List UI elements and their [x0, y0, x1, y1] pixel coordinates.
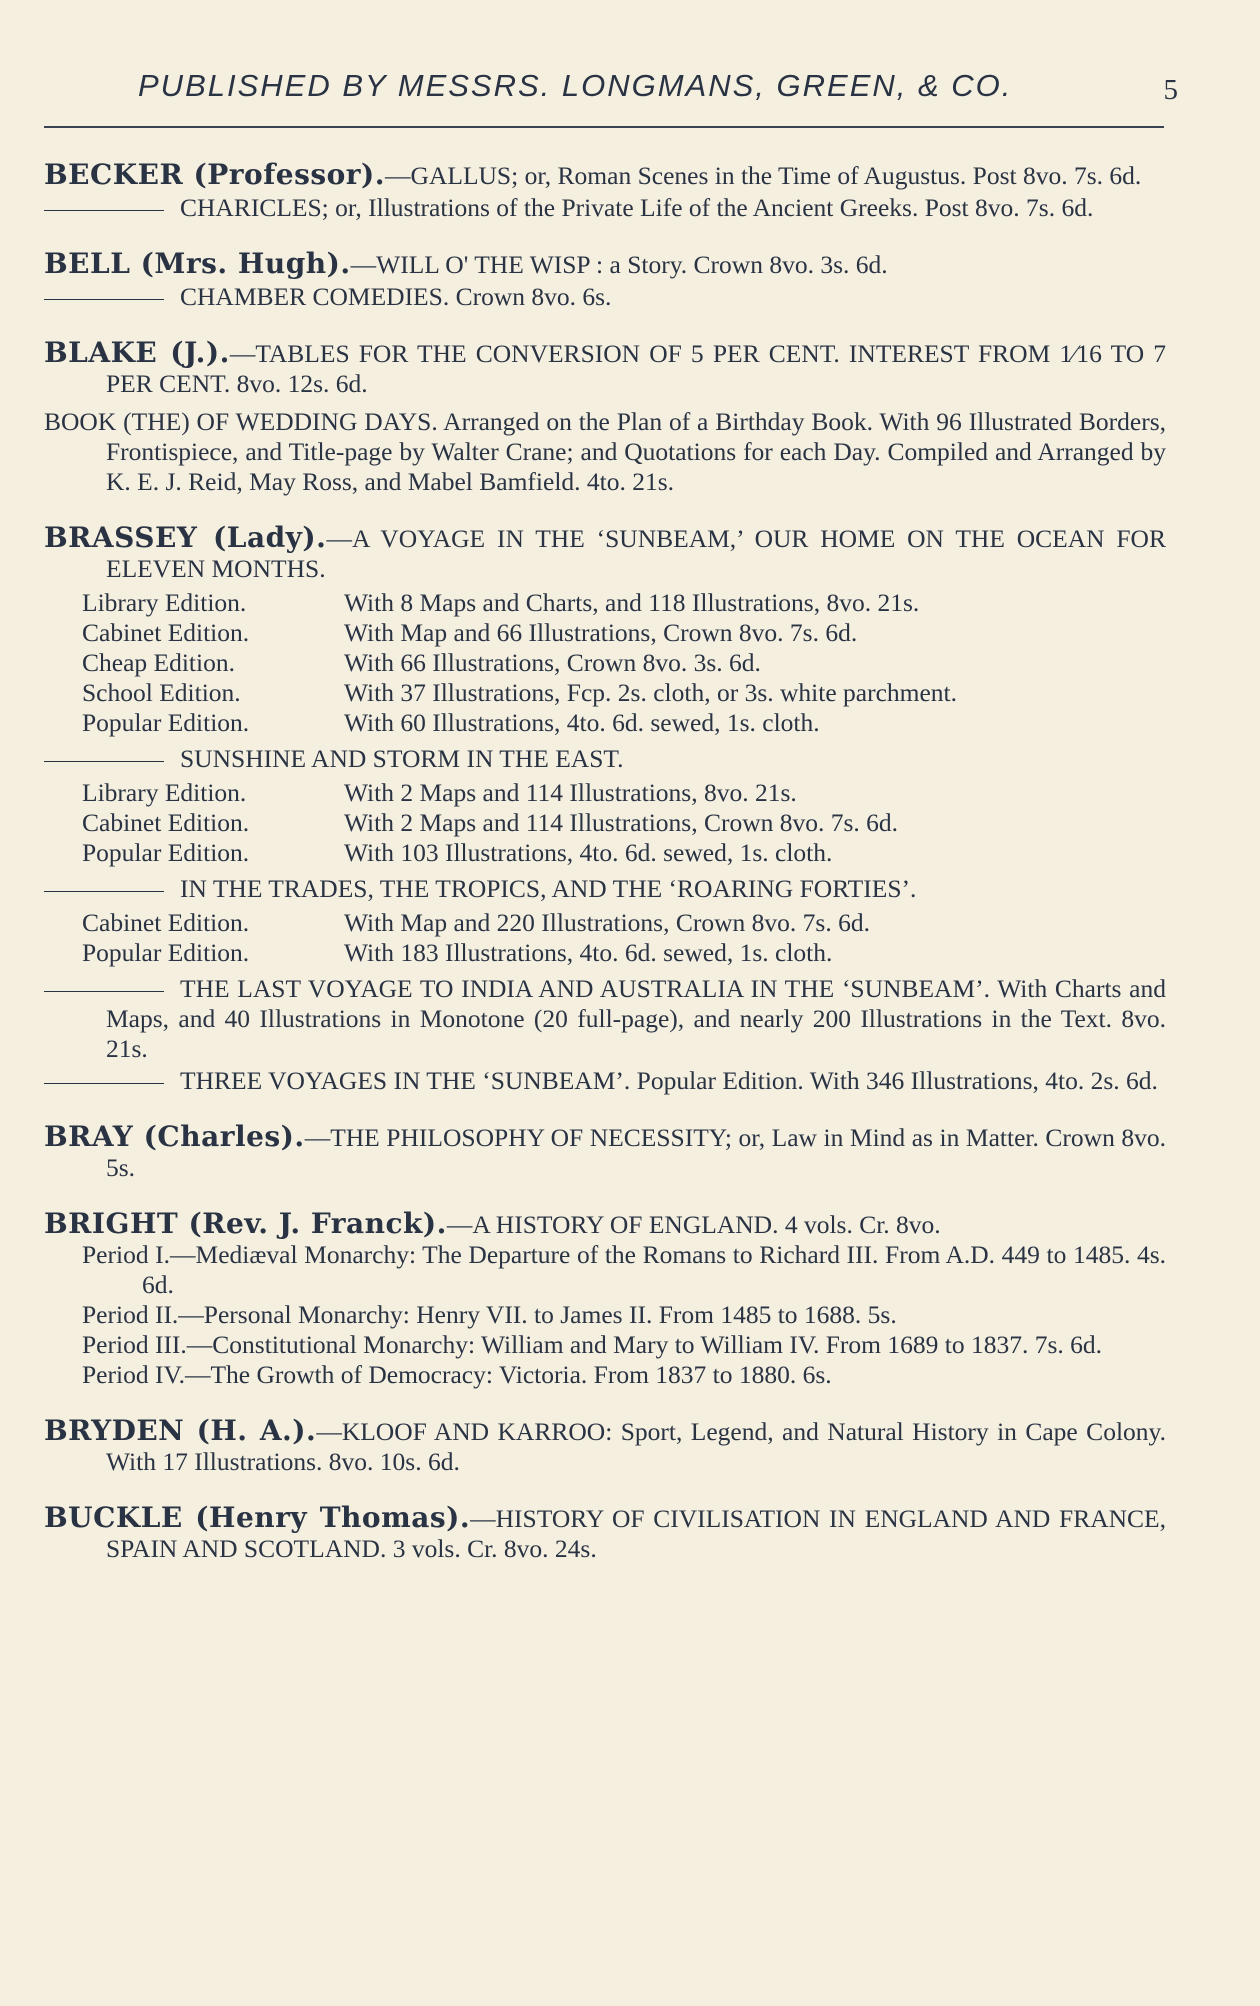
edition-row [82, 588, 1166, 618]
entry-bell [44, 249, 1166, 312]
page-number: 5 [1163, 74, 1178, 106]
running-head: PUBLISHED BY MESSRS. LONGMANS, GREEN, & CO. [138, 68, 1013, 103]
entry-line [44, 744, 1166, 774]
period-line: Period I.—Mediæval Monarchy: The Departure of the Romans to Richard III. From A.D. 449 to 1485. 4s. 6d. [82, 1240, 1166, 1299]
entry-line [44, 523, 1166, 584]
edition-label: Library Edition. [82, 588, 247, 617]
edition-row [82, 908, 1166, 938]
edition-details: With 60 Illustrations, 4to. 6d. sewed, 1s. cloth. [344, 708, 820, 737]
edition-details: With 8 Maps and Charts, and 118 Illustrations, 8vo. 21s. [344, 588, 920, 617]
period-line: Period III.—Constitutional Monarchy: William and Mary to William IV. From 1689 to 1837. 7s. 6d. [82, 1330, 1102, 1359]
edition-list [44, 778, 1166, 868]
entry-line [44, 338, 1166, 399]
entry-line [44, 193, 1166, 223]
edition-details: With Map and 66 Illustrations, Crown 8vo. 7s. 6d. [344, 618, 858, 647]
entry-line [44, 160, 1166, 191]
ditto-dash [44, 891, 164, 892]
author-name: BRASSEY (Lady). [44, 521, 327, 554]
title-text: —A VOYAGE IN THE ‘SUNBEAM,’ OUR HOME ON THE OCEAN FOR ELEVEN MONTHS. [106, 524, 1166, 583]
entry-line [44, 407, 1166, 497]
title-text: —THE PHILOSOPHY OF NECESSITY; or, Law in Mind as in Matter. Crown 8vo. 5s. [106, 1123, 1166, 1182]
edition-list [44, 588, 1166, 738]
entry-line [44, 282, 1166, 312]
page-header [138, 68, 1178, 112]
entry-bryden [44, 1416, 1166, 1477]
title-text: IN THE TRADES, THE TROPICS, AND THE ‘ROARING FORTIES’. [180, 874, 917, 903]
header-rule [44, 126, 1164, 128]
title-text: —HISTORY OF CIVILISATION IN ENGLAND AND FRANCE, SPAIN AND SCOTLAND. 3 vols. Cr. 8vo. 24s. [106, 1504, 1166, 1563]
author-name: BRYDEN (H. A.). [44, 1414, 317, 1447]
edition-label: Popular Edition. [82, 838, 250, 867]
edition-row [82, 938, 1166, 968]
author-name: BECKER (Professor). [44, 158, 386, 191]
entry-brassey [44, 523, 1166, 1096]
period-line: Period II.—Personal Monarchy: Henry VII. to James II. From 1485 to 1688. 5s. [82, 1300, 897, 1329]
author-name: BLAKE (J.). [44, 336, 230, 369]
title-text: CHAMBER COMEDIES. Crown 8vo. 6s. [180, 282, 612, 311]
edition-label: Cabinet Edition. [82, 808, 250, 837]
catalogue-listing [44, 160, 1166, 1590]
entry-bray [44, 1122, 1166, 1183]
edition-details: With 183 Illustrations, 4to. 6d. sewed, 1s. cloth. [344, 938, 833, 967]
title-text: THREE VOYAGES IN THE ‘SUNBEAM’. Popular Edition. With 346 Illustrations, 4to. 2s. 6d. [180, 1066, 1158, 1095]
edition-details: With 2 Maps and 114 Illustrations, 8vo. 21s. [344, 778, 797, 807]
entry-book-of-wedding-days [44, 407, 1166, 497]
edition-row [82, 838, 1166, 868]
entry-becker [44, 160, 1166, 223]
edition-label: Library Edition. [82, 778, 247, 807]
edition-details: With 66 Illustrations, Crown 8vo. 3s. 6d. [344, 648, 761, 677]
author-name: BRAY (Charles). [44, 1120, 305, 1153]
entry-blake [44, 338, 1166, 399]
title-text: —GALLUS; or, Roman Scenes in the Time of Augustus. Post 8vo. 7s. 6d. [385, 161, 1142, 190]
period-line: Period IV.—The Growth of Democracy: Victoria. From 1837 to 1880. 6s. [82, 1360, 832, 1389]
title-text: —KLOOF AND KARROO: Sport, Legend, and Natural History in Cape Colony. With 17 Illustrations. 8vo. 10s. 6d. [106, 1417, 1166, 1476]
edition-row [82, 708, 1166, 738]
title-text: CHARICLES; or, Illustrations of the Private Life of the Ancient Greeks. Post 8vo. 7s. 6d. [180, 193, 1094, 222]
entry-line [44, 1066, 1166, 1096]
author-name: BRIGHT (Rev. J. Franck). [44, 1207, 447, 1240]
entry-line [44, 1122, 1166, 1183]
ditto-dash [44, 210, 164, 211]
entry-line [44, 249, 1166, 280]
author-name: BUCKLE (Henry Thomas). [44, 1501, 471, 1534]
edition-row [82, 618, 1166, 648]
ditto-dash [44, 991, 164, 992]
entry-line [44, 1209, 1166, 1240]
title-text: THE LAST VOYAGE TO INDIA AND AUSTRALIA IN THE ‘SUNBEAM’. With Charts and Maps, and 40 Illustrations in Monotone (20 full-page), and nearly 200 Illustrations in the Text. 8vo. 21s. [106, 974, 1166, 1063]
edition-label: Cheap Edition. [82, 648, 235, 677]
edition-label: Cabinet Edition. [82, 618, 250, 647]
title-text: —TABLES FOR THE CONVERSION OF 5 PER CENT. INTEREST FROM 1⁄16 TO 7 PER CENT. 8vo. 12s. 6d. [106, 339, 1166, 398]
edition-row [82, 808, 1166, 838]
edition-label: Cabinet Edition. [82, 908, 250, 937]
edition-details: With 37 Illustrations, Fcp. 2s. cloth, or 3s. white parchment. [344, 678, 958, 707]
edition-label: School Edition. [82, 678, 241, 707]
entry-line [44, 1503, 1166, 1564]
title-text: —WILL O' THE WISP : a Story. Crown 8vo. 3s. 6d. [350, 250, 888, 279]
ditto-dash [44, 761, 164, 762]
author-name: BELL (Mrs. Hugh). [44, 247, 351, 280]
entry-line [44, 974, 1166, 1064]
edition-label: Popular Edition. [82, 708, 250, 737]
edition-details: With 103 Illustrations, 4to. 6d. sewed, 1s. cloth. [344, 838, 833, 867]
edition-details: With 2 Maps and 114 Illustrations, Crown 8vo. 7s. 6d. [344, 808, 899, 837]
title-text: SUNSHINE AND STORM IN THE EAST. [180, 744, 624, 773]
edition-list [44, 908, 1166, 968]
entry-line [44, 1416, 1166, 1477]
ditto-dash [44, 1083, 164, 1084]
edition-label: Popular Edition. [82, 938, 250, 967]
edition-details: With Map and 220 Illustrations, Crown 8vo. 7s. 6d. [344, 908, 870, 937]
period-list [44, 1240, 1166, 1390]
title-text: —A HISTORY OF ENGLAND. 4 vols. Cr. 8vo. [446, 1210, 941, 1239]
title-text: BOOK (THE) OF WEDDING DAYS. Arranged on the Plan of a Birthday Book. With 96 Illustrated Borders, Frontispiece, and Title-page by Walter Crane; and Quotations for each Day. Compiled and Arranged by K. E. J. Reid, May Ross, and Mabel Bamfield. 4to. 21s. [44, 407, 1166, 496]
entry-buckle [44, 1503, 1166, 1564]
edition-row [82, 648, 1166, 678]
ditto-dash [44, 299, 164, 300]
entry-bright [44, 1209, 1166, 1390]
edition-row [82, 778, 1166, 808]
edition-row [82, 678, 1166, 708]
entry-line [44, 874, 1166, 904]
